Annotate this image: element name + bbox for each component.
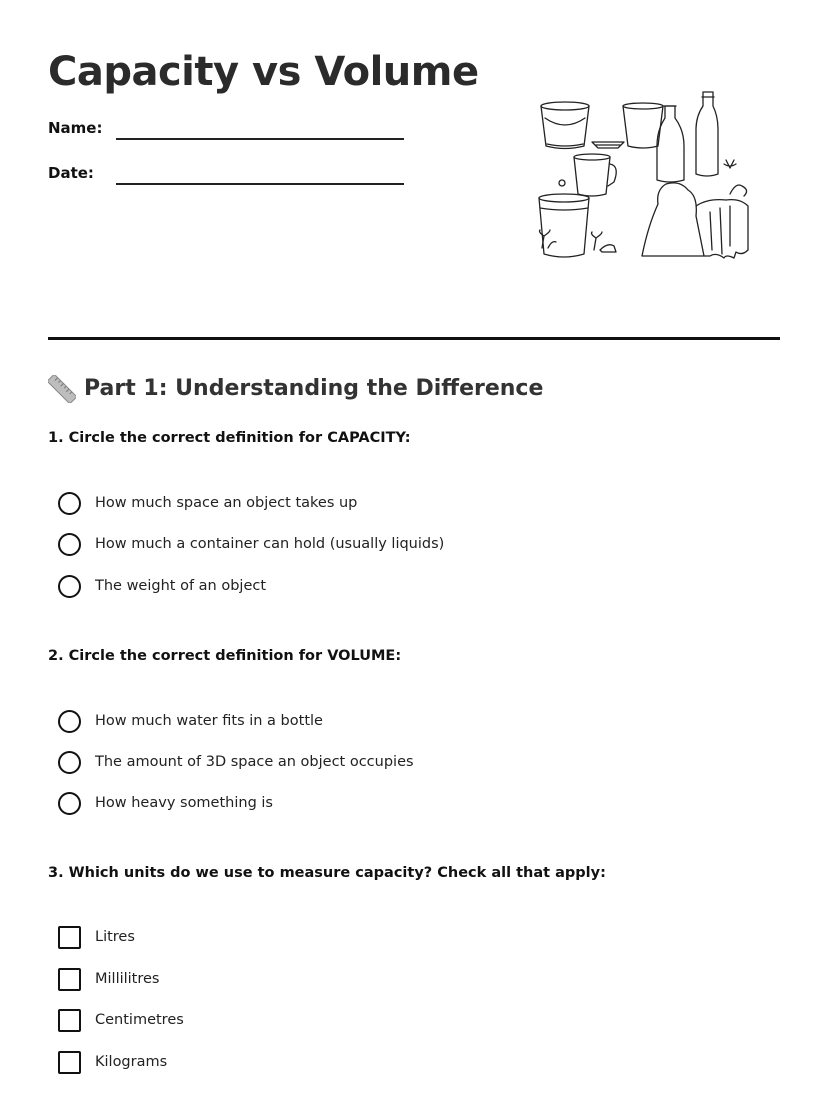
q1-option-2-radio[interactable] [58,533,81,556]
question-1: 1. Circle the correct definition for CAPACITY: [48,430,411,446]
q3-option-2-checkbox[interactable] [58,968,81,991]
q3-option-3-checkbox[interactable] [58,1009,81,1032]
name-line[interactable] [116,138,404,140]
q2-option-3-label: How heavy something is [95,795,273,811]
section-divider [48,337,780,340]
q3-option-2[interactable] [58,967,160,991]
q2-option-3[interactable] [58,791,273,815]
q1-option-1[interactable] [58,491,357,515]
q3-option-2-label: Millilitres [95,971,160,987]
q2-option-1[interactable] [58,709,323,733]
q1-option-2-label: How much a container can hold (usually liquids) [95,536,445,552]
q3-option-4-label: Kilograms [95,1054,168,1070]
q1-option-3-radio[interactable] [58,575,81,598]
rock-icon [642,160,748,258]
q1-option-1-radio[interactable] [58,492,81,515]
q2-option-3-radio[interactable] [58,792,81,815]
q3-option-1[interactable] [58,925,135,949]
name-label: Name: [48,119,103,137]
question-3: 3. Which units do we use to measure capacity? Check all that apply: [48,865,606,881]
q2-option-2-radio[interactable] [58,751,81,774]
bucket-bottom-left-icon [539,194,589,257]
q3-option-4-checkbox[interactable] [58,1051,81,1074]
tall-bottle-icon [696,92,718,176]
q1-option-2[interactable] [58,532,444,556]
q3-option-4[interactable] [58,1050,167,1074]
date-label: Date: [48,164,94,182]
worksheet-title: Capacity vs Volume [48,49,479,95]
part1-heading [48,372,543,406]
mug-icon [574,154,616,196]
q2-option-1-label: How much water fits in a bottle [95,713,323,729]
q3-option-1-label: Litres [95,929,135,945]
dish-icon [592,142,624,148]
q2-option-1-radio[interactable] [58,710,81,733]
q1-option-1-label: How much space an object takes up [95,495,358,511]
q2-option-2-label: The amount of 3D space an object occupies [95,754,414,770]
part1-heading-text: Part 1: Understanding the Difference [84,376,544,401]
q2-option-2[interactable] [58,750,414,774]
q1-option-3-label: The weight of an object [95,578,267,594]
ruler-icon [48,375,76,403]
q1-option-3[interactable] [58,574,266,598]
q3-option-3-label: Centimetres [95,1012,184,1028]
q3-option-1-checkbox[interactable] [58,926,81,949]
question-2: 2. Circle the correct definition for VOLUME: [48,648,402,664]
q3-option-3[interactable] [58,1008,184,1032]
containers-illustration [530,86,760,266]
date-line[interactable] [116,183,404,185]
bucket-top-left-icon [541,102,589,149]
